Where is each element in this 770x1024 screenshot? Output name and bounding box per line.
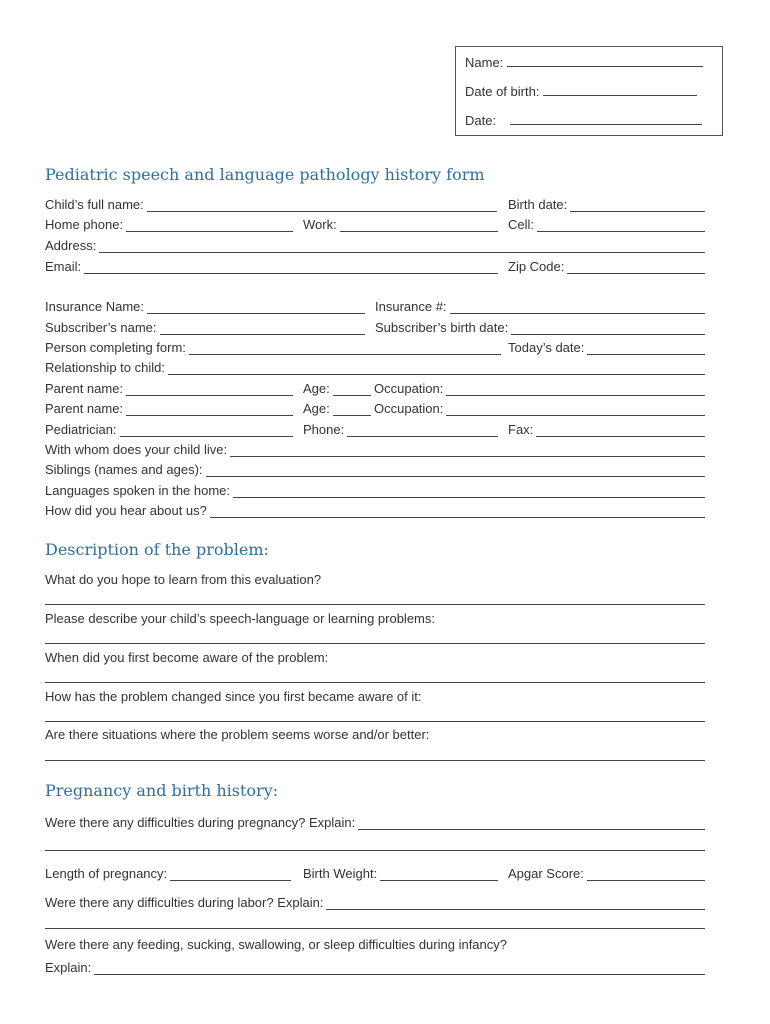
problem-answer-line-1[interactable] bbox=[45, 604, 705, 605]
header-dob-label: Date of birth: bbox=[465, 84, 540, 99]
row-lives-with bbox=[45, 442, 705, 458]
row-pediatrician bbox=[45, 422, 705, 438]
row-relationship bbox=[45, 360, 705, 376]
siblings-field[interactable]: Siblings (names and ages): bbox=[45, 462, 705, 477]
pediatrician-field[interactable]: Pediatrician: bbox=[45, 422, 293, 437]
parent-2-age-field[interactable]: Age: bbox=[303, 401, 371, 416]
row-pregnancy-difficulties bbox=[45, 815, 705, 831]
feeding-question: Were there any feeding, sucking, swallowing, or sleep difficulties during infancy? bbox=[45, 937, 507, 952]
row-parent-1 bbox=[45, 381, 705, 397]
parent-2-occupation-field[interactable]: Occupation: bbox=[374, 401, 705, 416]
pediatrician-phone-field[interactable]: Phone: bbox=[303, 422, 498, 437]
apgar-score-field[interactable]: Apgar Score: bbox=[508, 866, 705, 881]
form-title: Pediatric speech and language pathology history form bbox=[45, 165, 485, 184]
child-name-field[interactable]: Child’s full name: bbox=[45, 197, 497, 212]
row-person-completing bbox=[45, 340, 705, 356]
header-dob-field[interactable] bbox=[465, 84, 697, 99]
birth-date-field[interactable]: Birth date: bbox=[508, 197, 705, 212]
header-name-label: Name: bbox=[465, 55, 504, 70]
subscriber-name-field[interactable]: Subscriber’s name: bbox=[45, 320, 365, 335]
header-date-label: Date: bbox=[465, 113, 497, 128]
row-feeding-explain bbox=[45, 960, 705, 976]
row-subscriber bbox=[45, 320, 705, 336]
cell-phone-field[interactable]: Cell: bbox=[508, 217, 705, 232]
problem-question-4: How has the problem changed since you first became aware of it: bbox=[45, 689, 422, 704]
row-birth-stats bbox=[45, 866, 705, 882]
pregnancy-answer-line[interactable] bbox=[45, 850, 705, 851]
row-email bbox=[45, 259, 705, 275]
problem-question-3: When did you first become aware of the problem: bbox=[45, 650, 329, 665]
email-field[interactable]: Email: bbox=[45, 259, 498, 274]
pregnancy-length-field[interactable]: Length of pregnancy: bbox=[45, 866, 291, 881]
pregnancy-difficulties-field[interactable]: Were there any difficulties during pregnancy? Explain: bbox=[45, 815, 705, 830]
labor-difficulties-field[interactable]: Were there any difficulties during labor? Explain: bbox=[45, 895, 705, 910]
zip-code-field[interactable]: Zip Code: bbox=[508, 259, 705, 274]
lives-with-field[interactable]: With whom does your child live: bbox=[45, 442, 705, 457]
work-phone-field[interactable]: Work: bbox=[303, 217, 498, 232]
address-field[interactable]: Address: bbox=[45, 238, 705, 253]
row-siblings bbox=[45, 462, 705, 478]
row-address bbox=[45, 238, 705, 254]
header-name-field[interactable] bbox=[465, 55, 703, 70]
header-date-field[interactable] bbox=[465, 113, 702, 128]
problem-heading: Description of the problem: bbox=[45, 540, 269, 559]
pregnancy-heading: Pregnancy and birth history: bbox=[45, 781, 279, 800]
hear-about-field[interactable]: How did you hear about us? bbox=[45, 503, 705, 518]
languages-field[interactable]: Languages spoken in the home: bbox=[45, 483, 705, 498]
problem-answer-line-5[interactable] bbox=[45, 760, 705, 761]
home-phone-field[interactable]: Home phone: bbox=[45, 217, 293, 232]
row-child-name bbox=[45, 197, 705, 213]
parent-1-name-field[interactable]: Parent name: bbox=[45, 381, 293, 396]
row-labor-difficulties bbox=[45, 895, 705, 911]
parent-1-occupation-field[interactable]: Occupation: bbox=[374, 381, 705, 396]
subscriber-birth-date-field[interactable]: Subscriber’s birth date: bbox=[375, 320, 705, 335]
patient-header-box bbox=[455, 46, 723, 136]
problem-answer-line-4[interactable] bbox=[45, 721, 705, 722]
problem-question-2: Please describe your child’s speech-language or learning problems: bbox=[45, 611, 435, 626]
problem-question-5: Are there situations where the problem seems worse and/or better: bbox=[45, 727, 430, 742]
labor-answer-line[interactable] bbox=[45, 928, 705, 929]
row-languages bbox=[45, 483, 705, 499]
pediatrician-fax-field[interactable]: Fax: bbox=[508, 422, 705, 437]
row-insurance bbox=[45, 299, 705, 315]
insurance-number-field[interactable]: Insurance #: bbox=[375, 299, 705, 314]
row-hear-about bbox=[45, 503, 705, 519]
person-completing-field[interactable]: Person completing form: bbox=[45, 340, 501, 355]
todays-date-field[interactable]: Today’s date: bbox=[508, 340, 705, 355]
row-phones bbox=[45, 217, 705, 233]
problem-answer-line-3[interactable] bbox=[45, 682, 705, 683]
problem-question-1: What do you hope to learn from this evaluation? bbox=[45, 572, 322, 587]
row-parent-2 bbox=[45, 401, 705, 417]
problem-answer-line-2[interactable] bbox=[45, 643, 705, 644]
birth-weight-field[interactable]: Birth Weight: bbox=[303, 866, 498, 881]
relationship-field[interactable]: Relationship to child: bbox=[45, 360, 705, 375]
insurance-name-field[interactable]: Insurance Name: bbox=[45, 299, 365, 314]
parent-2-name-field[interactable]: Parent name: bbox=[45, 401, 293, 416]
parent-1-age-field[interactable]: Age: bbox=[303, 381, 371, 396]
feeding-explain-field[interactable]: Explain: bbox=[45, 960, 705, 975]
